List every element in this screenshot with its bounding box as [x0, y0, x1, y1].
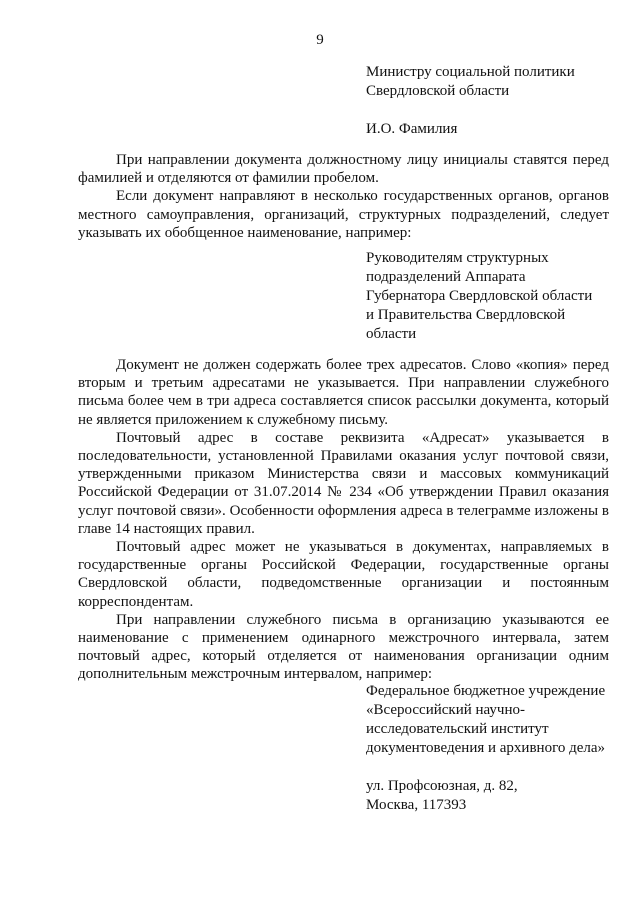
organization-line: документоведения и архивного дела» — [366, 740, 606, 756]
postal-address-line: Москва, 117393 — [366, 797, 467, 813]
addressee-line: Руководителям структурных — [366, 250, 549, 266]
addressee-block-2 — [366, 249, 628, 344]
organization-line: «Всероссийский научно- — [366, 702, 525, 718]
addressee-block-3 — [366, 682, 628, 815]
paragraph: Если документ направляют в несколько государственных органов, органов местного самоуправления, организаций, структурных подразделений, следует указывать их обобщенное наименование, например: — [78, 188, 609, 241]
paragraph: При направлении служебного письма в организацию указываются ее наименование с применением одинарного межстрочного интервала, затем почтовый адрес, который отделяется от наименования организации одним дополнительным межстрочным интервалом, например: — [78, 611, 609, 683]
paragraph: Документ не должен содержать более трех адресатов. Слово «копия» перед вторым и третьим адресатами не указывается. При направлении служебного письма более чем в три адреса составляется список рассылки документа, который не является приложением к служебному письму. — [78, 357, 609, 428]
addressee-line: области — [366, 326, 417, 342]
organization-line: Федеральное бюджетное учреждение — [366, 683, 606, 699]
addressee-line: Губернатора Свердловской области — [366, 288, 593, 304]
body-section-2 — [78, 356, 609, 684]
body-section-1 — [78, 151, 609, 242]
addressee-line: и Правительства Свердловской — [366, 307, 566, 323]
addressee-block-1 — [366, 63, 628, 139]
organization-line: исследовательский институт — [366, 721, 549, 737]
page-number: 9 — [316, 32, 324, 48]
addressee-line: подразделений Аппарата — [366, 269, 526, 285]
addressee-line: Свердловской области — [366, 83, 510, 99]
signatory-name: И.О. Фамилия — [366, 121, 458, 137]
paragraph: Почтовый адрес может не указываться в документах, направляемых в государственные органы Российской Федерации, государственные органы Свердловской области, подведомственные организации и постоянным корреспондентам. — [78, 539, 609, 610]
paragraph: При направлении документа должностному лицу инициалы ставятся перед фамилией и отделяются от фамилии пробелом. — [78, 152, 609, 187]
addressee-line: Министру социальной политики — [366, 64, 575, 80]
paragraph: Почтовый адрес в составе реквизита «Адресат» указывается в последовательности, установленной Правилами оказания услуг почтовой связи, утвержденными приказом Министерства связи и массовых коммуникаций Российской Федерации от 31.07.2014 № 234 «Об утверждении Правил оказания услуг почтовой связи». Особенности оформления адреса в телеграмме изложены в главе 14 настоящих правил. — [78, 429, 609, 537]
postal-address-line: ул. Профсоюзная, д. 82, — [366, 778, 518, 794]
